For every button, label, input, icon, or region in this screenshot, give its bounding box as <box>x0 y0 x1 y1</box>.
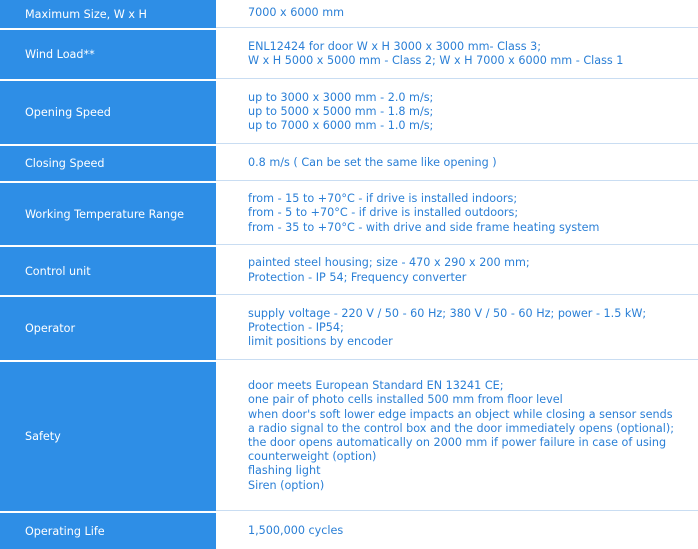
spec-value <box>216 81 698 144</box>
spec-label: Closing Speed <box>0 146 216 181</box>
spec-row-wind-load <box>0 30 698 79</box>
spec-value-line: ENL12424 for door W x H 3000 x 3000 mm- Class 3; <box>248 39 541 53</box>
spec-value-line: supply voltage - 220 V / 50 - 60 Hz; 380 V / 50 - 60 Hz; power - 1.5 kW; <box>248 306 647 320</box>
spec-value-line: one pair of photo cells installed 500 mm from floor level <box>248 393 563 407</box>
spec-row-operator <box>0 297 698 360</box>
spec-value-line: Siren (option) <box>248 478 325 492</box>
spec-row-control-unit <box>0 247 698 295</box>
spec-row-opening-speed <box>0 81 698 144</box>
spec-value-line: counterweight (option) <box>248 450 377 464</box>
spec-row-closing-speed <box>0 146 698 181</box>
spec-value-line: painted steel housing; size - 470 x 290 x 200 mm; <box>248 256 530 270</box>
spec-value-line: up to 5000 x 5000 mm - 1.8 m/s; <box>248 104 434 118</box>
spec-value-line: Protection - IP54; <box>248 320 344 334</box>
spec-label: Safety <box>0 362 216 511</box>
spec-row-working-temperature <box>0 183 698 245</box>
spec-value-line: 7000 x 6000 mm <box>248 6 345 20</box>
spec-value-line: 1,500,000 cycles <box>248 523 344 537</box>
spec-value-line: flashing light <box>248 464 321 478</box>
spec-value-line: a radio signal to the control box and the door immediately opens (optional); <box>248 421 674 435</box>
spec-value-line: from - 5 to +70°C - if drive is installed outdoors; <box>248 206 519 220</box>
spec-value-line: Protection - IP 54; Frequency converter <box>248 270 467 284</box>
spec-value-line: from - 35 to +70°C - with drive and side frame heating system <box>248 220 600 234</box>
spec-value <box>216 247 698 295</box>
spec-label: Operating Life <box>0 513 216 549</box>
spec-value-line: 0.8 m/s ( Can be set the same like opening ) <box>248 155 497 169</box>
spec-label: Working Temperature Range <box>0 183 216 245</box>
spec-row-safety <box>0 362 698 511</box>
spec-value-line: limit positions by encoder <box>248 335 393 349</box>
spec-value-line: the door opens automatically on 2000 mm if power failure in case of using <box>248 436 667 449</box>
spec-value <box>216 0 698 28</box>
spec-value <box>216 513 698 549</box>
spec-label: Maximum Size, W x H <box>0 0 216 28</box>
spec-value <box>216 146 698 181</box>
spec-value-line: W x H 5000 x 5000 mm - Class 2; W x H 7000 x 6000 mm - Class 1 <box>248 54 624 67</box>
spec-label: Wind Load** <box>0 30 216 79</box>
spec-label: Operator <box>0 297 216 360</box>
spec-value-line: up to 7000 x 6000 mm - 1.0 m/s; <box>248 119 434 133</box>
spec-row-maximum-size <box>0 0 698 28</box>
spec-value <box>216 183 698 245</box>
spec-value <box>216 297 698 360</box>
spec-value-line: from - 15 to +70°C - if drive is installed indoors; <box>248 192 518 206</box>
spec-row-operating-life <box>0 513 698 549</box>
spec-value-line: up to 3000 x 3000 mm - 2.0 m/s; <box>248 90 434 104</box>
spec-value <box>216 362 698 511</box>
spec-value <box>216 30 698 79</box>
spec-label: Control unit <box>0 247 216 295</box>
spec-value-line: door meets European Standard EN 13241 CE; <box>248 379 504 393</box>
spec-label: Opening Speed <box>0 81 216 144</box>
spec-value-line: when door's soft lower edge impacts an object while closing a sensor sends <box>248 407 673 421</box>
